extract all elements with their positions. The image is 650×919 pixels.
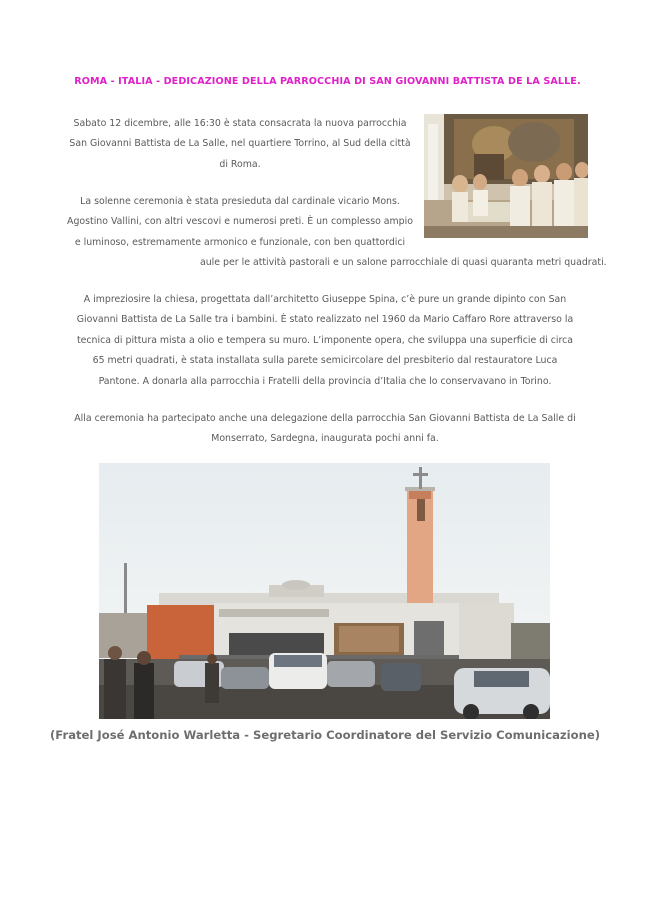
text-line: Alla ceremonia ha partecipato anche una delegazione della parrocchia San Giovanni Battista de La Salle di xyxy=(74,413,576,424)
text-line: tecnica di pittura mista a olio e tempera su muro. L’imponente opera, che sviluppa una superficie di circa xyxy=(76,334,574,346)
text-line: Sabato 12 dicembre, alle 16:30 è stata consacrata la nuova parrocchia xyxy=(73,118,407,129)
text-line: aule per le attività pastorali e un salone parrocchiale di quasi quaranta metri quadrati. xyxy=(200,257,607,269)
author-caption: (Fratel José Antonio Warletta - Segretario Coordinatore del Servizio Comunicazione) xyxy=(50,728,600,742)
paragraph-painting xyxy=(60,290,590,392)
text-line: e luminoso, estremamente armonico e funzionale, con ben quattordici xyxy=(74,236,406,248)
paragraph-ceremony xyxy=(60,192,607,274)
text-line: Agostino Vallini, con altri vescovi e numerosi preti. È un complesso ampio xyxy=(67,216,413,228)
ceremony-photo xyxy=(424,114,588,238)
church-exterior-photo xyxy=(99,463,550,719)
text-line: 65 metri quadrati, è stata installata sulla parete semicircolare del presbiterio dal restauratore Luca xyxy=(92,355,558,367)
text-line: La solenne ceremonia è stata presieduta dal cardinale vicario Mons. xyxy=(80,196,400,207)
text-line: Pantone. A donarla alla parrocchia i Fratelli della provincia d’Italia che lo conservavano in Torino. xyxy=(98,375,552,387)
text-line: San Giovanni Battista de La Salle, nel quartiere Torrino, al Sud della città xyxy=(69,138,411,150)
paragraph-delegation xyxy=(60,409,590,450)
text-line: A impreziosire la chiesa, progettata dall’architetto Giuseppe Spina, c’è pure un grande dipinto con San xyxy=(83,294,567,305)
text-line: Giovanni Battista de La Salle tra i bambini. È stato realizzato nel 1960 da Mario Caffaro Rore attraverso la xyxy=(76,314,574,326)
paragraph-consecration xyxy=(60,114,420,175)
text-line: di Roma. xyxy=(219,158,261,170)
article-title: ROMA - ITALIA - DEDICAZIONE DELLA PARROCCHIA DI SAN GIOVANNI BATTISTA DE LA SALLE. xyxy=(74,76,581,87)
text-line: Monserrato, Sardegna, inaugurata pochi anni fa. xyxy=(211,433,439,445)
